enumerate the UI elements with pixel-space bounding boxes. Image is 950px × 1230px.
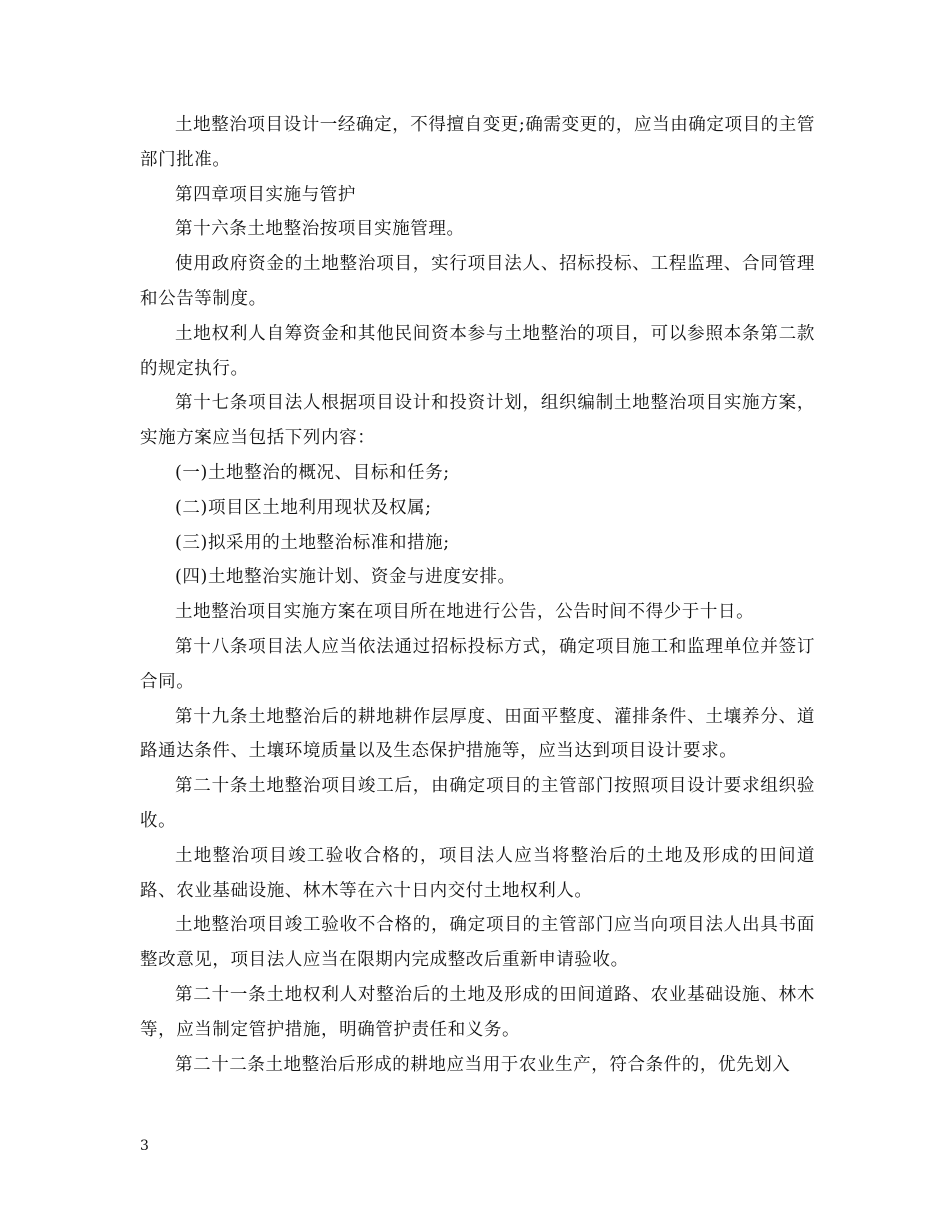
article-21: 第二十一条土地权利人对整治后的土地及形成的田间道路、农业基础设施、林木等，应当制定管护措施，明确管护责任和义务。 [140, 984, 815, 1040]
page-number: 3 [140, 1138, 149, 1154]
paragraph-announcement: 土地整治项目实施方案在项目所在地进行公告，公告时间不得少于十日。 [175, 602, 755, 623]
list-item-3: (三)拟采用的土地整治标准和措施; [175, 532, 450, 553]
article-18: 第十八条项目法人应当依法通过招标投标方式，确定项目施工和监理单位并签订合同。 [140, 636, 815, 692]
paragraph-design-change: 土地整治项目设计一经确定，不得擅自变更;确需变更的，应当由确定项目的主管部门批准。 [140, 115, 815, 170]
paragraph-acceptance-passed: 土地整治项目竣工验收合格的，项目法人应当将整治后的土地及形成的田间道路、农业基础设施、林木等在六十日内交付土地权利人。 [140, 845, 815, 901]
chapter-heading: 第四章项目实施与管护 [175, 184, 356, 205]
document-body [140, 108, 815, 1082]
article-22: 第二十二条土地整治后形成的耕地应当用于农业生产，符合条件的，优先划入 [175, 1054, 791, 1075]
list-item-4: (四)土地整治实施计划、资金与进度安排。 [175, 567, 516, 588]
article-20: 第二十条土地整治项目竣工后，由确定项目的主管部门按照项目设计要求组织验收。 [140, 776, 815, 831]
list-item-2: (二)项目区土地利用现状及权属; [175, 497, 432, 518]
article-17: 第十七条项目法人根据项目设计和投资计划，组织编制土地整治项目实施方案，实施方案应当包括下列内容： [140, 393, 815, 449]
list-item-1: (一)土地整治的概况、目标和任务; [175, 462, 450, 483]
paragraph-acceptance-failed: 土地整治项目竣工验收不合格的，确定项目的主管部门应当向项目法人出具书面整改意见，项目法人应当在限期内完成整改后重新申请验收。 [140, 915, 815, 971]
paragraph-government-funds: 使用政府资金的土地整治项目，实行项目法人、招标投标、工程监理、合同管理和公告等制度。 [140, 254, 815, 309]
article-19: 第十九条土地整治后的耕地耕作层厚度、田面平整度、灌排条件、土壤养分、道路通达条件、土壤环境质量以及生态保护措施等，应当达到项目设计要求。 [140, 706, 815, 762]
article-16: 第十六条土地整治按项目实施管理。 [175, 219, 465, 240]
paragraph-private-capital: 土地权利人自筹资金和其他民间资本参与土地整治的项目，可以参照本条第二款的规定执行。 [140, 323, 815, 379]
